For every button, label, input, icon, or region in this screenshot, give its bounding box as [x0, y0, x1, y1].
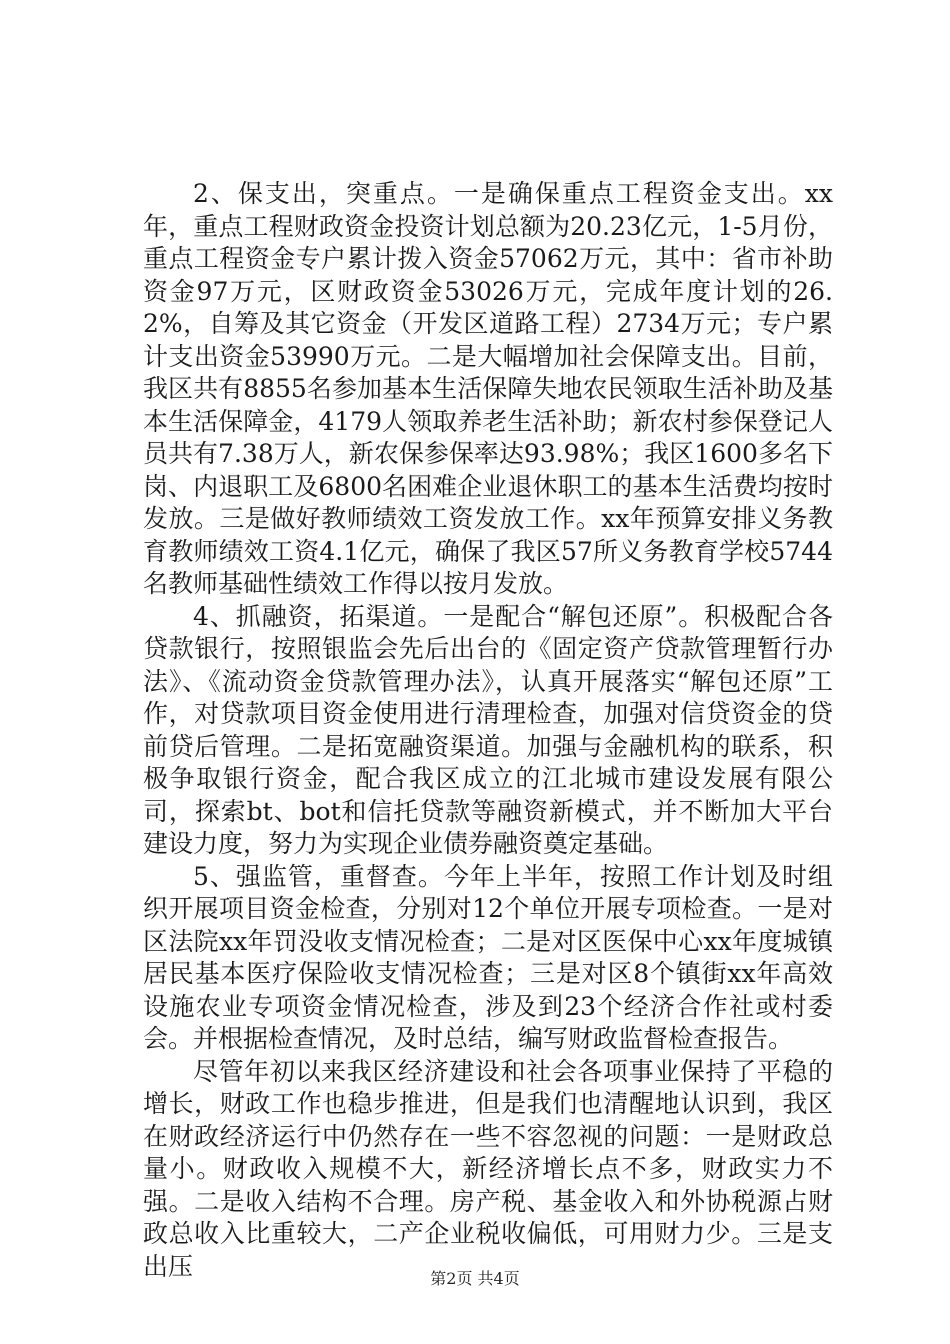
paragraph-financing: 4、抓融资，拓渠道。一是配合“解包还原”。积极配合各贷款银行，按照银监会先后出台的《固定资产贷款管理暂行办法》、《流动资金贷款管理办法》，认真开展落实“解包还原”工作，对贷款项目资金使用进行清理检查，加强对信贷资金的贷前贷后管理。二是拓宽融资渠道。加强与金融机构的联系，积极争取银行资金，配合我区成立的江北城市建设发展有限公司，探索bt、bot和信托贷款等融资新模式，并不断加大平台建设力度，努力为实现企业债券融资奠定基础。 [143, 601, 833, 858]
paragraph-expenditure: 2、保支出，突重点。一是确保重点工程资金支出。xx年，重点工程财政资金投资计划总额为20.23亿元，1-5月份，重点工程资金专户累计拨入资金57062万元，其中：省市补助资金97万元，区财政资金53026万元，完成年度计划的26.2%，自筹及其它资金（开发区道路工程）2734万元；专户累计支出资金53990万元。二是大幅增加社会保障支出。目前，我区共有8855名参加基本生活保障失地农民领取生活补助及基本生活保障金，4179人领取养老生活补助；新农村参保登记人员共有7.38万人，新农保参保率达93.98%；我区1600多名下岗、内退职工及6800名困难企业退休职工的基本生活费均按时发放。三是做好教师绩效工资发放工作。xx年预算安排义务教育教师绩效工资4.1亿元，确保了我区57所义务教育学校5744名教师基础性绩效工作得以按月发放。 [143, 179, 833, 598]
page-footer: 第2页 共4页 [430, 1269, 520, 1288]
paragraph-supervision: 5、强监管，重督查。今年上半年，按照工作计划及时组织开展项目资金检查，分别对12个单位开展专项检查。一是对区法院xx年罚没收支情况检查；二是对区医保中心xx年度城镇居民基本医疗保险收支情况检查；三是对区8个镇街xx年高效设施农业专项资金情况检查，涉及到23个经济合作社或村委会。并根据检查情况，及时总结，编写财政监督检查报告。 [143, 861, 833, 1053]
document-body [143, 178, 833, 1283]
paragraph-problems: 尽管年初以来我区经济建设和社会各项事业保持了平稳的增长，财政工作也稳步推进，但是我们也清醒地认识到，我区在财政经济运行中仍然存在一些不容忽视的问题：一是财政总量小。财政收入规模不大，新经济增长点不多，财政实力不强。二是收入结构不合理。房产税、基金收入和外协税源占财政总收入比重较大，二产企业税收偏低，可用财力少。三是支出压 [143, 1056, 833, 1281]
